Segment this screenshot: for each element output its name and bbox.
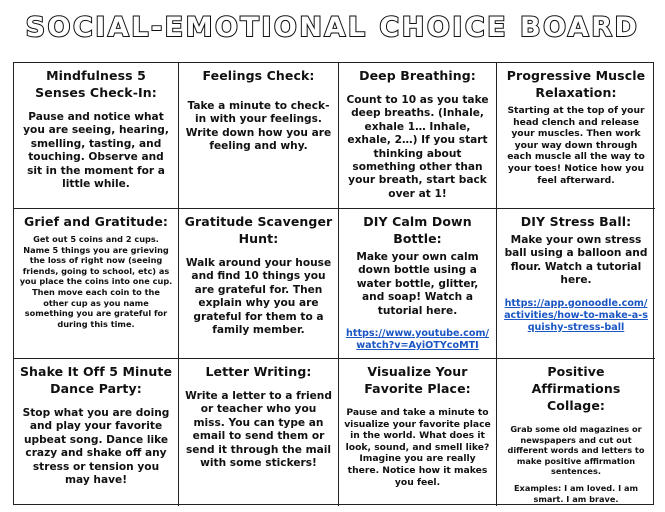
cell-body: Get out 5 coins and 2 cups. Name 5 things you are grieving the loss of right now (seeing friends, going to school, etc) as you place the coins into one cup. Then move each coin to the other cup as you name something you are grateful for during this time. bbox=[19, 234, 173, 329]
choice-board-grid bbox=[13, 62, 654, 505]
cell-heading: DIY Stress Ball: bbox=[520, 214, 632, 229]
cell-heading: Gratitude Scavenger Hunt: bbox=[184, 214, 333, 246]
cell-affirmations-collage bbox=[497, 359, 655, 506]
cell-heading: Progressive Muscle Relaxation: bbox=[506, 68, 646, 100]
cell-heading: Grief and Gratitude: bbox=[23, 214, 169, 229]
cell-body: Take a minute to check-in with your feelings. Write down how you are feeling and why. bbox=[185, 100, 332, 153]
cell-heading: Mindfulness 5 Senses Check-In: bbox=[35, 68, 157, 100]
cell-stress-ball bbox=[497, 209, 655, 359]
cell-body: Make your own calm down bottle using a water bottle, glitter, and soap! Watch a tutorial here. bbox=[356, 251, 479, 317]
cell-heading: Letter Writing: bbox=[205, 364, 312, 379]
cell-heading: Shake It Off 5 Minute Dance Party: bbox=[19, 364, 173, 396]
cell-body: Starting at the top of your head clench and release your muscles. Then work your way down through each muscle all the way to your toes! Notice how you feel afterward. bbox=[507, 105, 645, 186]
cell-examples: Examples: I am loved. I am smart. I am brave. bbox=[513, 482, 639, 504]
cell-body: Pause and notice what you are seeing, hearing, smelling, tasting, and touching. Observe and sit in the moment for a little while. bbox=[23, 111, 169, 191]
cell-heading: Visualize Your Favorite Place: bbox=[364, 364, 471, 396]
cell-mindfulness bbox=[14, 63, 179, 209]
cell-heading: Deep Breathing: bbox=[359, 68, 476, 83]
tutorial-link[interactable]: https://app.gonoodle.com/activities/how-to-make-a-squishy-stress-ball bbox=[504, 297, 648, 333]
cell-heading: Positive Affirmations Collage: bbox=[531, 364, 621, 413]
cell-scavenger-hunt bbox=[179, 209, 339, 359]
tutorial-link[interactable]: https://www.youtube.com/watch?v=AyiOTYcoMTI bbox=[346, 328, 489, 352]
cell-heading: Feelings Check: bbox=[202, 68, 315, 83]
cell-body: Walk around your house and find 10 things you are grateful for. Then explain why you are grateful for them to a family member. bbox=[185, 257, 332, 337]
cell-body: Grab some old magazines or newspapers and cut out different words and letters to make positive affirmation sentences. bbox=[507, 424, 645, 477]
cell-dance-party bbox=[14, 359, 179, 506]
cell-calm-down-bottle bbox=[339, 209, 497, 359]
cell-deep-breathing bbox=[339, 63, 497, 209]
cell-body: Count to 10 as you take deep breaths. (Inhale, exhale 1… Inhale, exhale, 2…) If you start thinking about something other than your breath, start back over at 1! bbox=[346, 94, 489, 200]
cell-body: Write a letter to a friend or teacher who you miss. You can type an email to send them or send it through the mail with some stickers! bbox=[185, 390, 332, 470]
cell-body: Stop what you are doing and play your favorite upbeat song. Dance like crazy and shake off any stress or tension you may have! bbox=[22, 407, 170, 487]
cell-body: Pause and take a minute to visualize your favorite place in the world. What does it look, sound, and smell like? Imagine you are really there. Notice how it makes you feel. bbox=[344, 407, 491, 488]
cell-grief-gratitude bbox=[14, 209, 179, 359]
cell-visualize-place bbox=[339, 359, 497, 506]
cell-body: Make your own stress ball using a balloon and flour. Watch a tutorial here. bbox=[504, 234, 648, 287]
cell-letter-writing bbox=[179, 359, 339, 506]
cell-muscle-relaxation bbox=[497, 63, 655, 209]
cell-heading: DIY Calm Down Bottle: bbox=[363, 214, 472, 246]
cell-feelings-check bbox=[179, 63, 339, 209]
page-title: SOCIAL-EMOTIONAL CHOICE BOARD bbox=[25, 12, 640, 43]
